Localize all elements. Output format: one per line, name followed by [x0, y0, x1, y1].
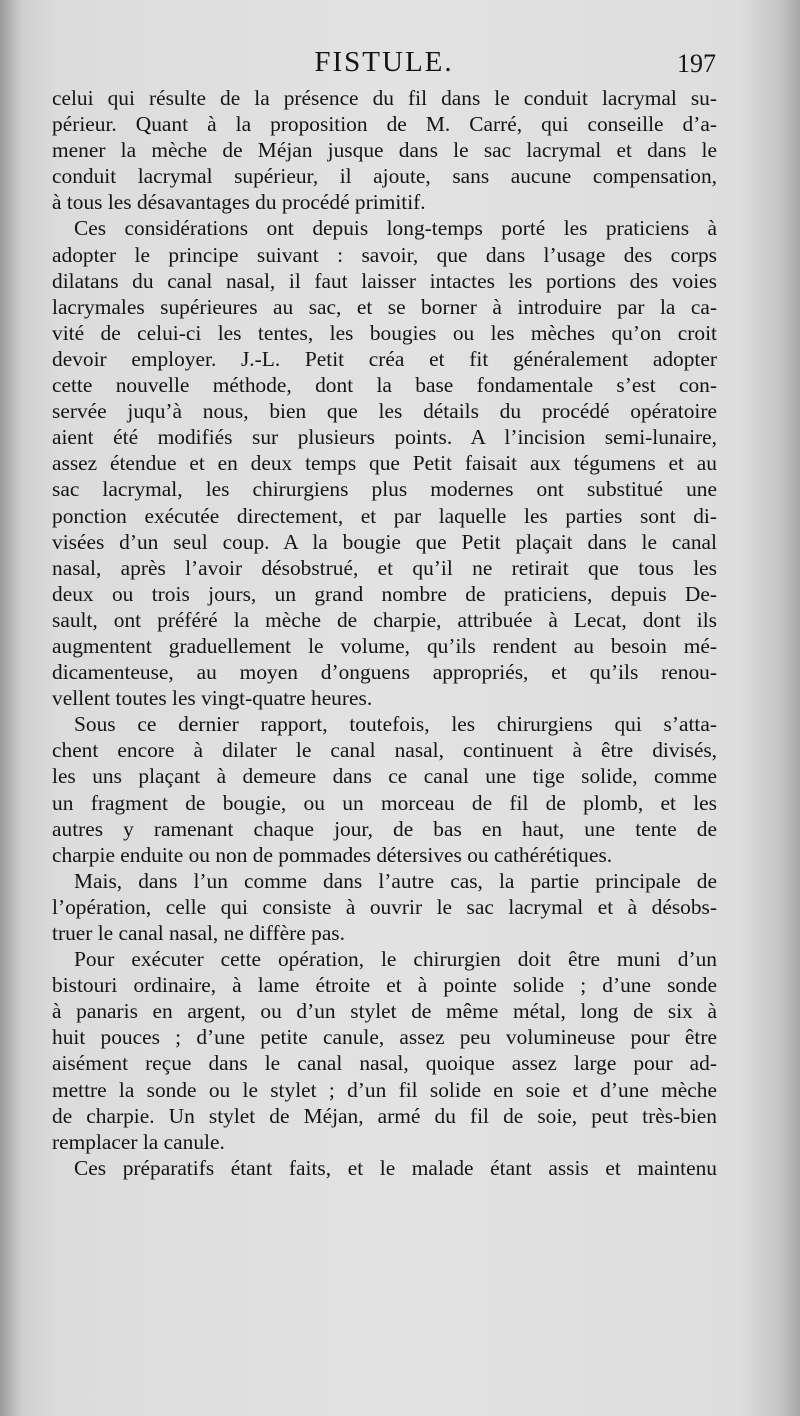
text-line: à tous les désavantages du procédé primitif. [52, 190, 426, 215]
paragraph [52, 868, 717, 946]
text-line: sault, ont préféré la mèche de charpie, attribuée à Lecat, dont ils [52, 607, 717, 632]
text-line: celui qui résulte de la présence du fil dans le conduit lacrymal su- [52, 86, 717, 110]
text-line: servée juqu’à nous, bien que les détails du procédé opératoire [52, 399, 717, 424]
text-line: sac lacrymal, les chirurgiens plus modernes ont substitué une [52, 477, 717, 502]
text-line: nasal, après l’avoir désobstrué, et qu’il ne retirait que tous les [52, 555, 717, 580]
page-header [52, 42, 716, 82]
text-line: à panaris en argent, ou d’un stylet de même métal, long de six à [52, 999, 717, 1024]
text-line: mener la mèche de Méjan jusque dans le sac lacrymal et dans le [52, 138, 717, 163]
paragraph [52, 1155, 717, 1181]
text-line: périeur. Quant à la proposition de M. Carré, qui conseille d’a- [52, 112, 717, 137]
text-line: dilatans du canal nasal, il faut laisser intactes les portions des voies [52, 268, 717, 293]
text-line: huit pouces ; d’une petite canule, assez peu volumineuse pour être [52, 1025, 717, 1050]
text-line: bistouri ordinaire, à lame étroite et à pointe solide ; d’une sonde [52, 973, 717, 998]
text-line: Ces considérations ont depuis long-temps porté les praticiens à [74, 216, 717, 241]
text-line: adopter le principe suivant : savoir, que dans l’usage des corps [52, 242, 717, 267]
text-line: autres y ramenant chaque jour, de bas en haut, une tente de [52, 816, 717, 841]
text-line: Pour exécuter cette opération, le chirurgien doit être muni d’un [74, 947, 717, 972]
body-text [52, 85, 717, 1181]
text-line: aient été modifiés sur plusieurs points. A l’incision semi-lunaire, [52, 425, 717, 450]
text-line: charpie enduite ou non de pommades détersives ou cathérétiques. [52, 842, 613, 867]
text-line: Ces préparatifs étant faits, et le malade étant assis et maintenu [74, 1155, 717, 1180]
text-line: visées d’un seul coup. A la bougie que Petit plaçait dans le canal [52, 529, 717, 554]
text-line: augmentent graduellement le volume, qu’ils rendent au besoin mé- [52, 633, 717, 658]
text-line: chent encore à dilater le canal nasal, continuent à être divisés, [52, 738, 717, 763]
text-line: ponction exécutée directement, et par laquelle les parties sont di- [52, 503, 717, 528]
text-line: conduit lacrymal supérieur, il ajoute, sans aucune compensation, [52, 164, 717, 189]
text-line: aisément reçue dans le canal nasal, quoique assez large pour ad- [52, 1051, 717, 1076]
text-line: l’opération, celle qui consiste à ouvrir le sac lacrymal et à désobs- [52, 894, 717, 919]
text-line: mettre la sonde ou le stylet ; d’un fil solide en soie et d’une mèche [52, 1077, 717, 1102]
text-line: cette nouvelle méthode, dont la base fondamentale s’est con- [52, 373, 717, 398]
paragraph [52, 85, 717, 215]
paragraph [52, 946, 717, 1155]
text-line: vellent toutes les vingt-quatre heures. [52, 686, 373, 711]
text-line: de charpie. Un stylet de Méjan, armé du fil de soie, peut très-bien [52, 1103, 717, 1128]
text-line: deux ou trois jours, un grand nombre de praticiens, depuis De- [52, 581, 717, 606]
text-line: lacrymales supérieures au sac, et se borner à introduire par la ca- [52, 294, 717, 319]
text-line: Mais, dans l’un comme dans l’autre cas, la partie principale de [74, 868, 717, 893]
page-number: 197 [677, 49, 716, 78]
text-line: Sous ce dernier rapport, toutefois, les chirurgiens qui s’atta- [74, 712, 717, 737]
paragraph [52, 215, 717, 711]
text-line: un fragment de bougie, ou un morceau de fil de plomb, et les [52, 790, 717, 815]
text-line: truer le canal nasal, ne diffère pas. [52, 921, 345, 945]
text-line: vité de celui-ci les tentes, les bougies ou les mèches qu’on croit [52, 320, 717, 345]
text-line: dicamenteuse, au moyen d’onguens appropriés, et qu’ils renou- [52, 660, 717, 685]
running-title: FISTULE. [314, 46, 454, 78]
text-line: remplacer la canule. [52, 1129, 225, 1154]
text-line: assez étendue et en deux temps que Petit faisait aux tégumens et au [52, 451, 717, 476]
text-line: les uns plaçant à demeure dans ce canal une tige solide, comme [52, 764, 717, 789]
paragraph [52, 711, 717, 868]
text-line: devoir employer. J.-L. Petit créa et fit généralement adopter [52, 346, 717, 371]
